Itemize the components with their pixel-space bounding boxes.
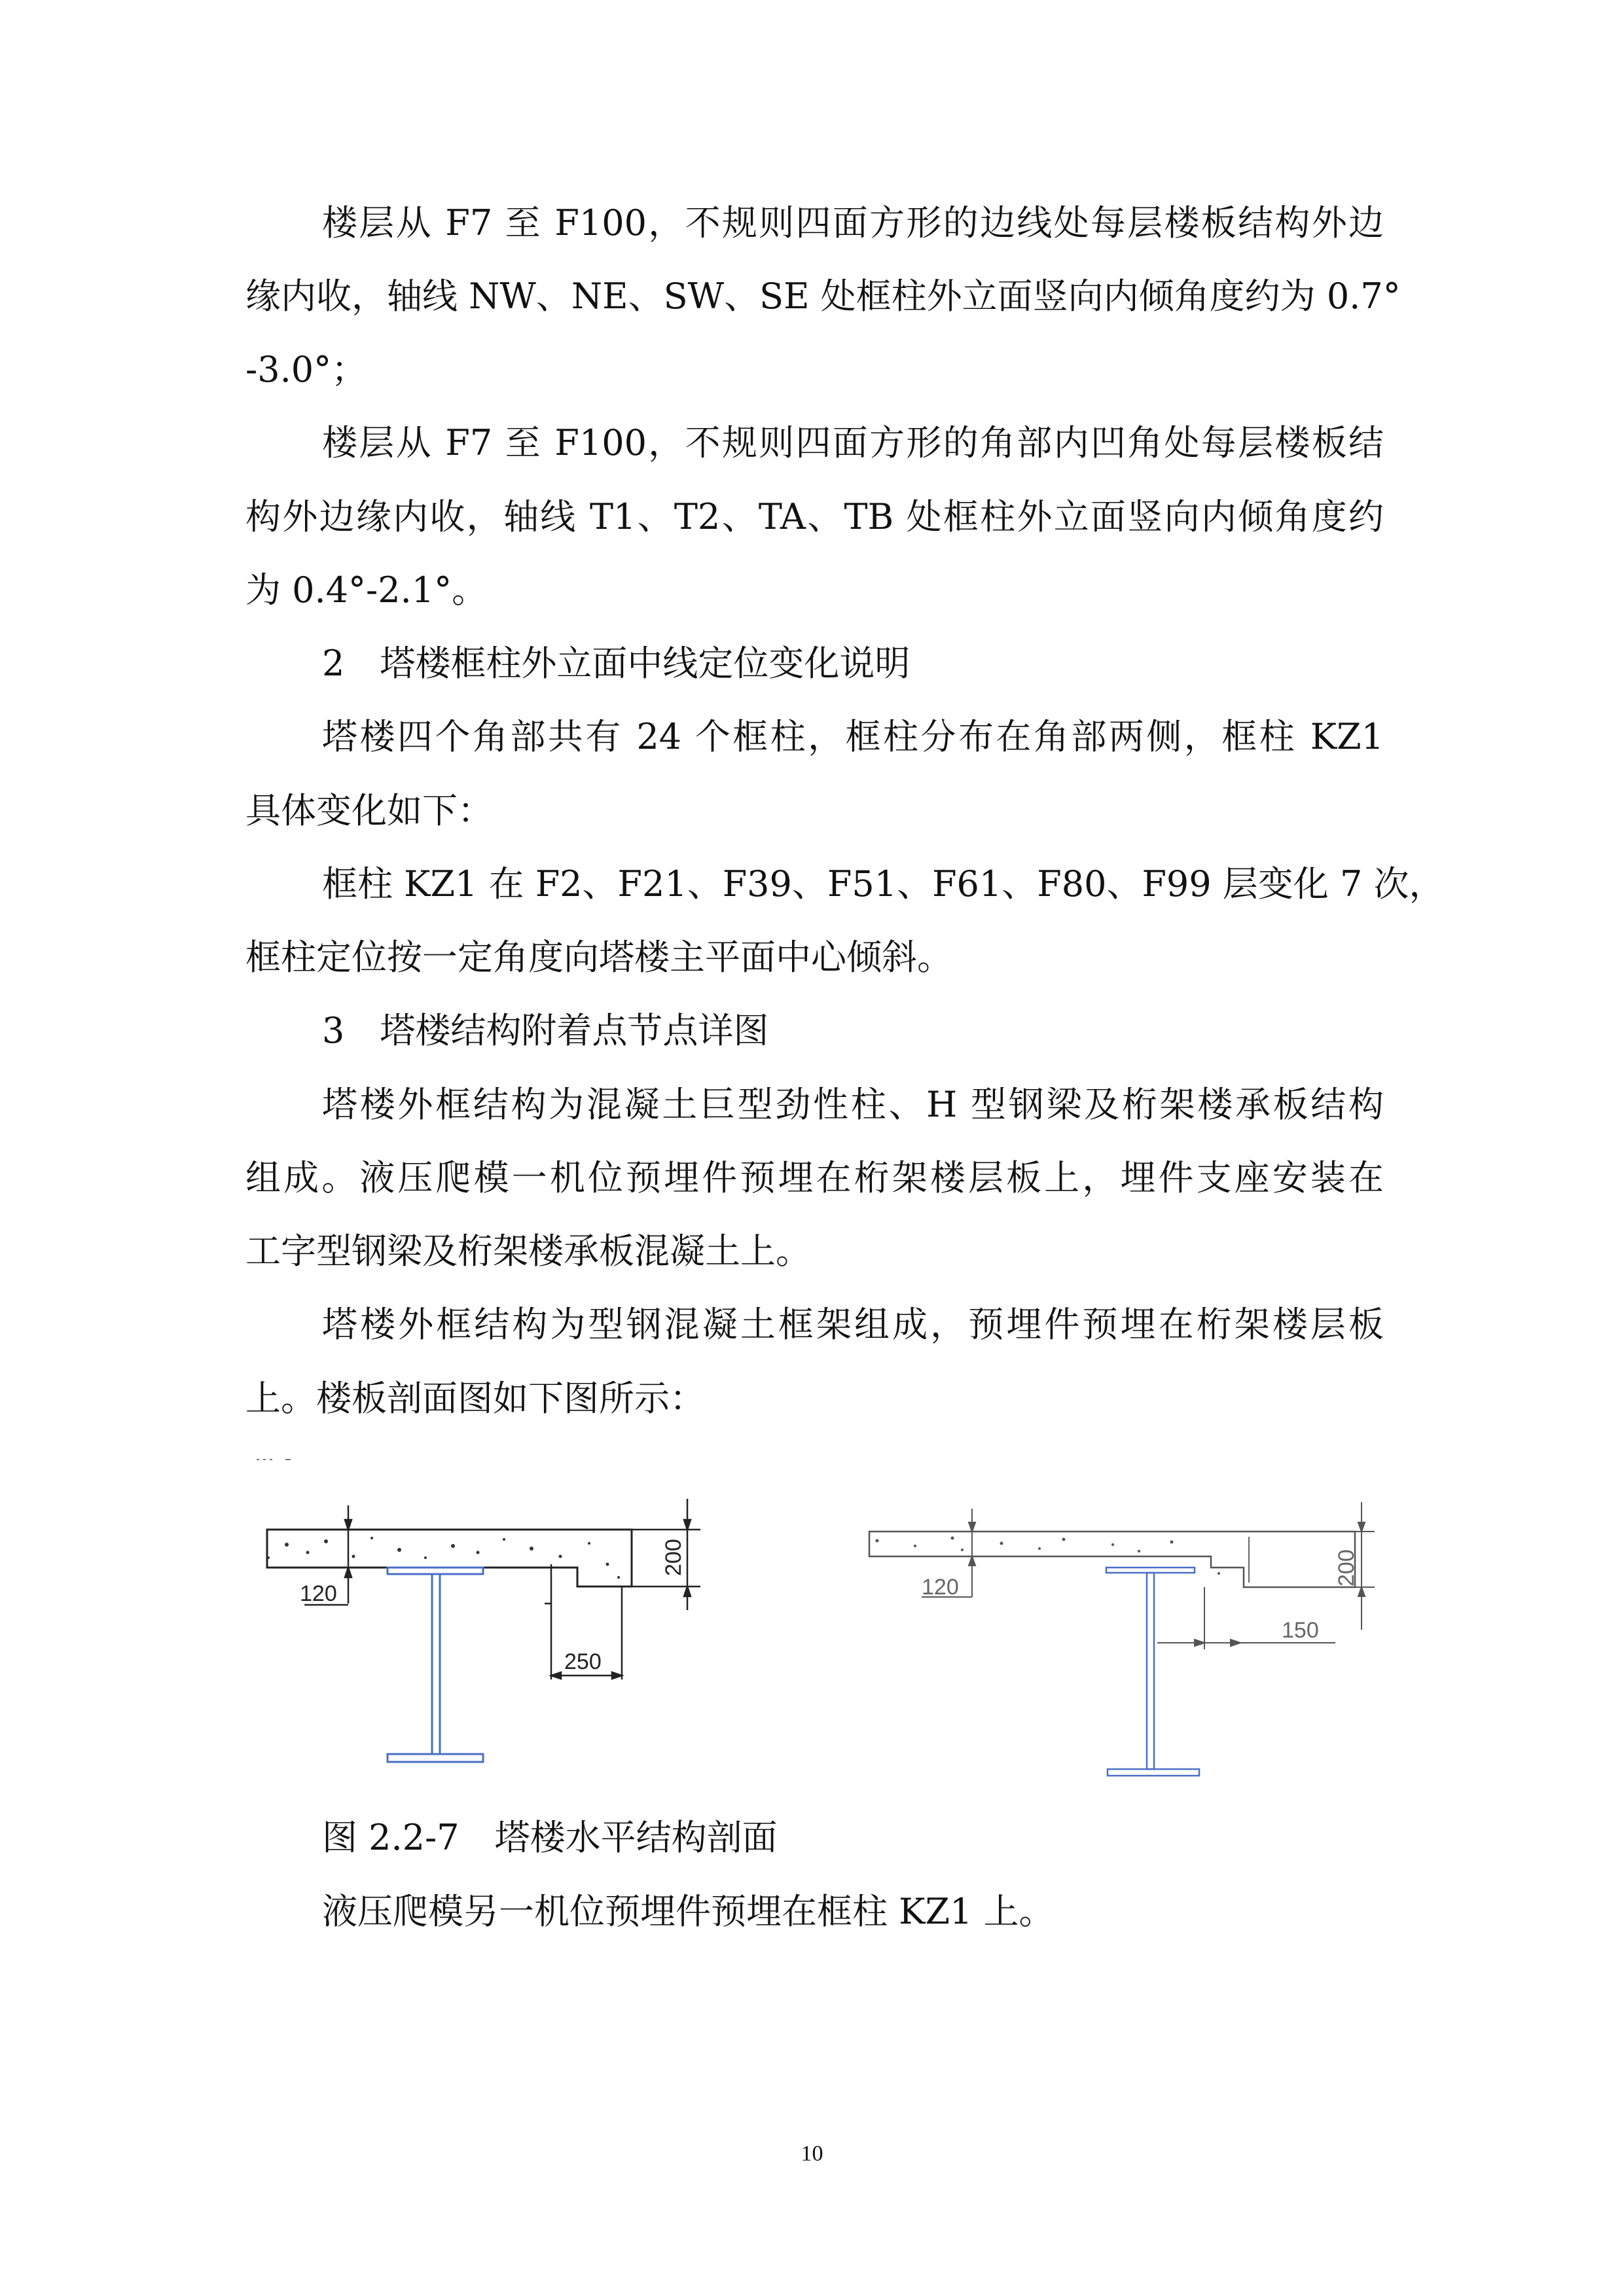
left-slab-aggregate [267,1537,620,1579]
left-dim-120-label: 120 [300,1581,337,1606]
para-5-line-3: 工字型钢梁及桁架楼承板混凝土上。 [245,1230,811,1272]
left-section [267,1499,700,1762]
right-slab-outline [869,1532,1355,1587]
right-steel-beam [1106,1568,1199,1776]
para-2-line-1: 楼层从 F7 至 F100，不规则四面方形的角部内凹角处每层楼板结 [322,422,1384,463]
para-1-line-3: -3.0°； [245,349,367,390]
para-2-line-2: 构外边缘内收，轴线 T1、T2、TA、TB 处框柱外立面竖向内倾角度约 [245,496,1384,537]
left-dim-120 [304,1505,352,1605]
para-5-line-2: 组成。液压爬模一机位预埋件预埋在桁架楼层板上，埋件支座安装在 [245,1157,1384,1198]
para-4-line-2: 框柱定位按一定角度向塔楼主平面中心倾斜。 [245,937,952,978]
right-dim-120-label: 120 [922,1575,959,1600]
right-dim-120 [922,1509,975,1597]
right-dim-200 [1355,1502,1375,1630]
left-dim-200-label: 200 [661,1539,686,1576]
page-number: 10 [801,2142,823,2166]
section-heading-2: 2 塔楼框柱外立面中线定位变化说明 [322,643,911,684]
para-2-line-3: 为 0.4°-2.1°。 [245,569,488,611]
left-dim-200 [632,1499,700,1610]
figure-caption: 图 2.2-7 塔楼水平结构剖面 [322,1817,778,1858]
right-section [869,1502,1375,1776]
left-slab-outline [267,1530,632,1587]
left-steel-beam [388,1568,483,1762]
right-dim-150 [1157,1587,1335,1649]
para-3-line-1: 塔楼四个角部共有 24 个框柱，框柱分布在角部两侧，框柱 KZ1 [322,716,1384,757]
para-6-line-1: 塔楼外框结构为型钢混凝土框架组成，预埋件预埋在桁架楼层板 [322,1304,1384,1345]
para-1-line-2: 缘内收，轴线 NW、NE、SW、SE 处框柱外立面竖向内倾角度约为 0.7° [245,276,1401,317]
right-dim-150-label: 150 [1282,1618,1319,1643]
left-dim-250 [545,1564,622,1679]
para-4-line-1: 框柱 KZ1 在 F2、F21、F39、F51、F61、F80、F99 层变化 7 次， [322,863,1445,905]
para-5-line-1: 塔楼外框结构为混凝土巨型劲性柱、H 型钢梁及桁架楼承板结构 [322,1084,1384,1125]
right-slab-aggregate [876,1537,1221,1575]
para-6-line-2: 上。楼板剖面图如下图所示： [245,1378,705,1419]
left-dim-250-label: 250 [564,1649,602,1674]
section-heading-3: 3 塔楼结构附着点节点详图 [322,1010,769,1051]
right-dim-200-label: 200 [1334,1549,1359,1587]
closing-paragraph: 液压爬模另一机位预埋件预埋在框柱 KZ1 上。 [322,1891,1055,1932]
para-1-line-1: 楼层从 F7 至 F100，不规则四面方形的边线处每层楼板结构外边 [322,202,1384,243]
para-3-line-2: 具体变化如下： [245,790,493,831]
